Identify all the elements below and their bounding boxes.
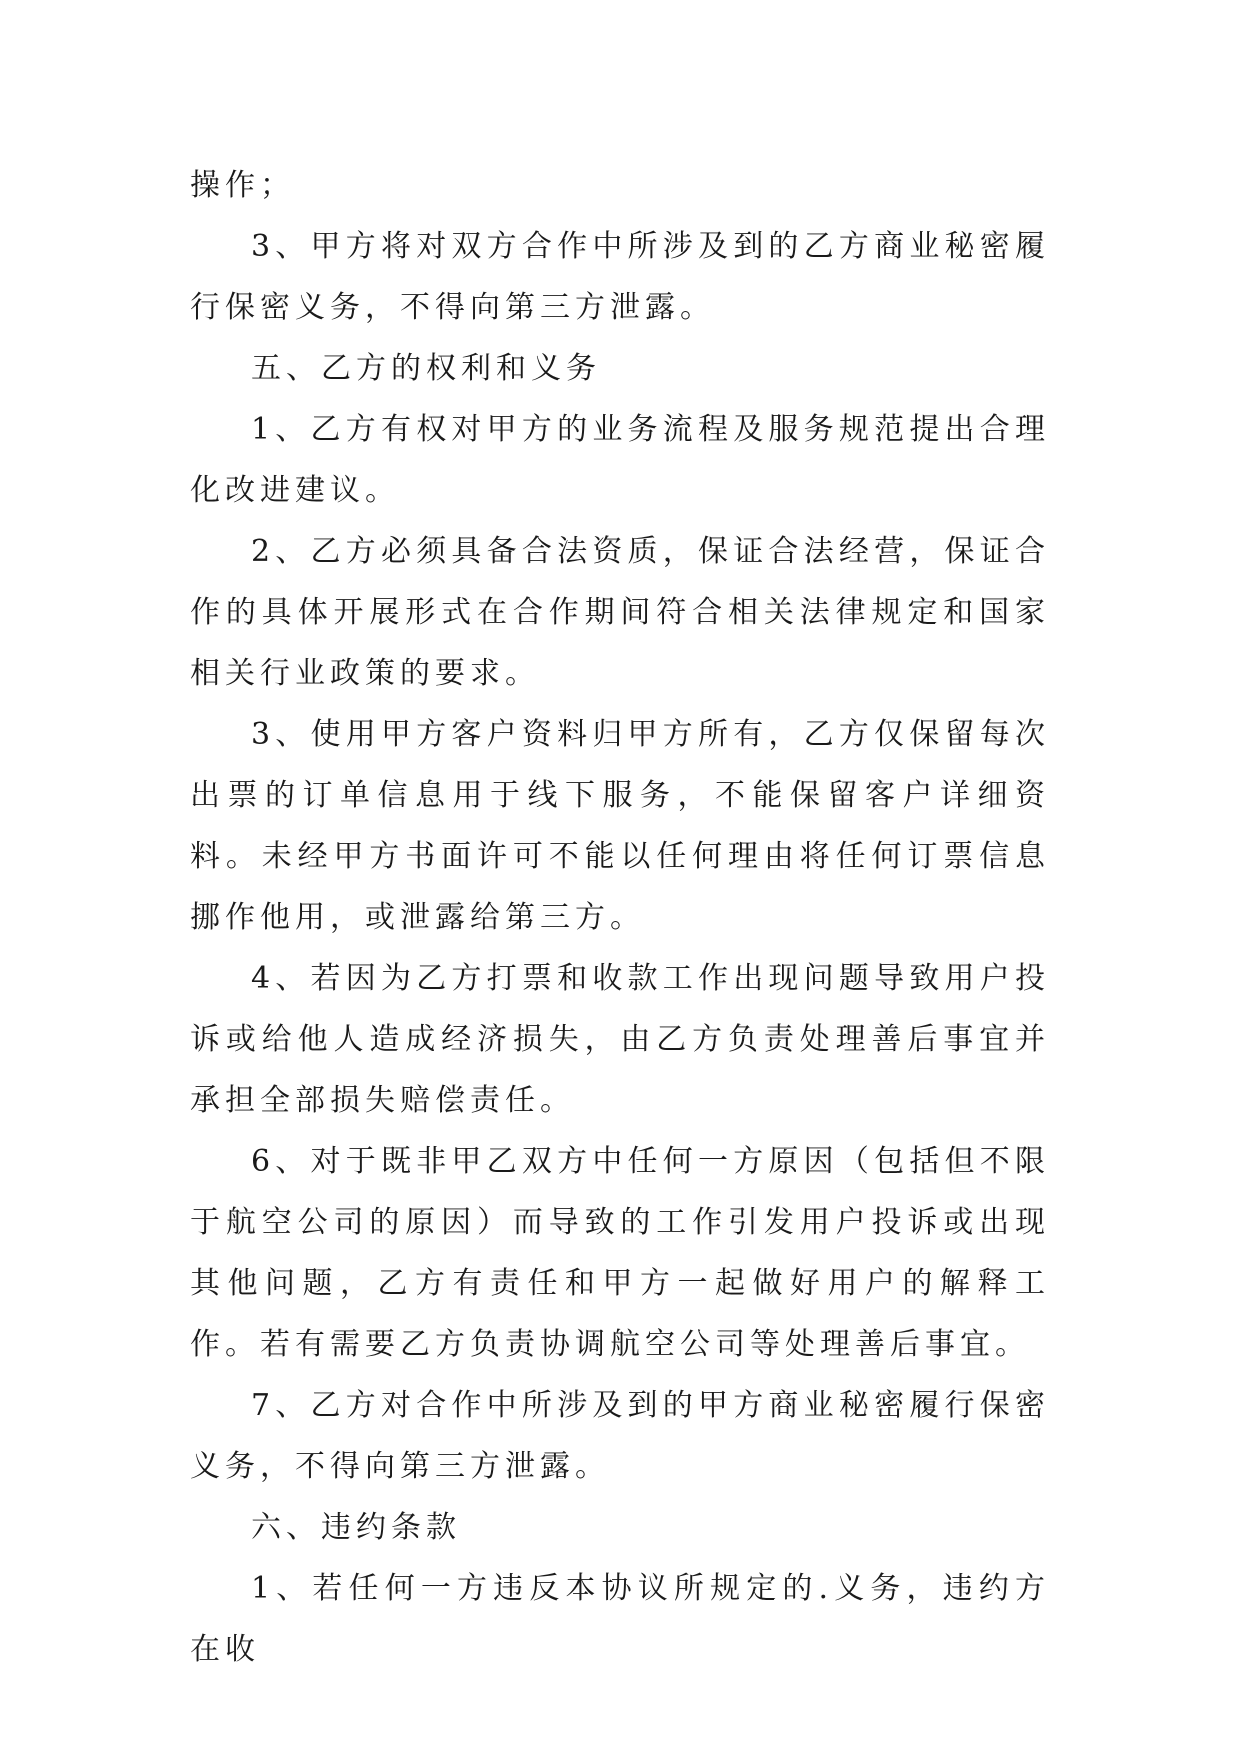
paragraph: 1、乙方有权对甲方的业务流程及服务规范提出合理化改进建议。 [190, 412, 1050, 508]
paragraph: 操作； [190, 168, 295, 203]
section-heading: 六、违约条款 [251, 1510, 461, 1545]
paragraph: 4、若因为乙方打票和收款工作出现问题导致用户投诉或给他人造成经济损失，由乙方负责处理善后事宜并承担全部损失赔偿责任。 [190, 961, 1050, 1118]
paragraph: 1、若任何一方违反本协议所规定的.义务，违约方在收 [190, 1571, 1050, 1667]
paragraph: 2、乙方必须具备合法资质，保证合法经营，保证合作的具体开展形式在合作期间符合相关法律规定和国家相关行业政策的要求。 [190, 534, 1050, 691]
section-heading: 五、乙方的权利和义务 [251, 351, 601, 386]
paragraph: 3、使用甲方客户资料归甲方所有，乙方仅保留每次出票的订单信息用于线下服务，不能保留客户详细资料。未经甲方书面许可不能以任何理由将任何订票信息挪作他用，或泄露给第三方。 [190, 717, 1050, 935]
paragraph: 7、乙方对合作中所涉及到的甲方商业秘密履行保密义务，不得向第三方泄露。 [190, 1388, 1050, 1484]
paragraph: 6、对于既非甲乙双方中任何一方原因（包括但不限于航空公司的原因）而导致的工作引发用户投诉或出现其他问题，乙方有责任和甲方一起做好用户的解释工作。若有需要乙方负责协调航空公司等处理善后事宜。 [190, 1144, 1050, 1362]
paragraph: 3、甲方将对双方合作中所涉及到的乙方商业秘密履行保密义务，不得向第三方泄露。 [190, 229, 1050, 325]
document-body [190, 155, 1050, 1680]
